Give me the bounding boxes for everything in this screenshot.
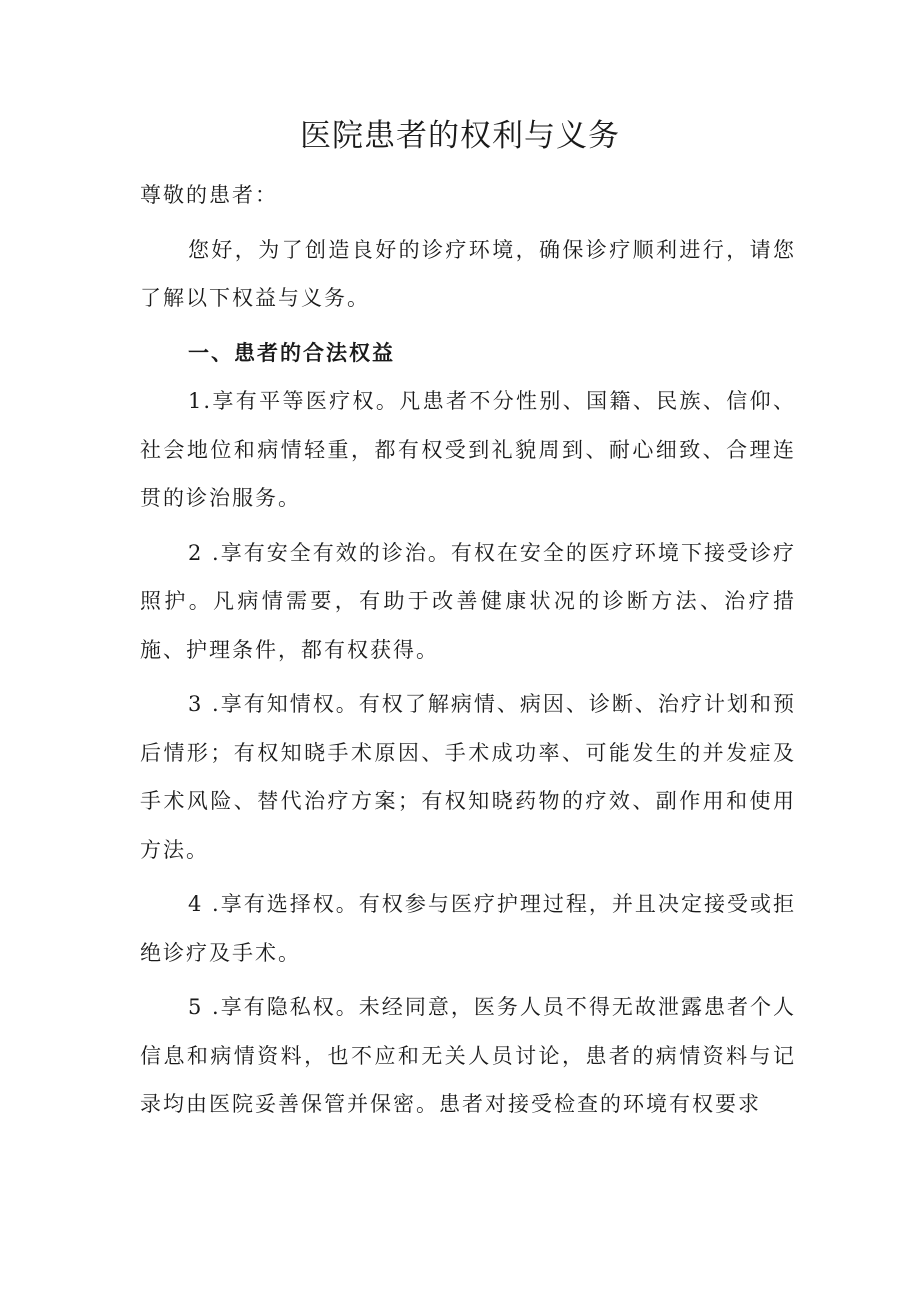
- rights-item-5: 5 .享有隐私权。未经同意，医务人员不得无故泄露患者个人信息和病情资料，也不应和无关人员讨论，患者的病情资料与记录均由医院妥善保管并保密。患者对接受检查的环境有权要求: [140, 995, 796, 1116]
- greeting: 尊敬的患者：: [140, 183, 278, 207]
- rights-item-3: 3 .享有知情权。有权了解病情、病因、诊断、治疗计划和预后情形；有权知晓手术原因、手术成功率、可能发生的并发症及手术风险、替代治疗方案；有权知晓药物的疗效、副作用和使用方法。: [140, 692, 796, 862]
- document-body: [140, 171, 796, 1129]
- document-title: 医院患者的权利与义务: [300, 118, 620, 154]
- intro-paragraph: 您好，为了创造良好的诊疗环境，确保诊疗顺利进行，请您了解以下权益与义务。: [140, 237, 796, 310]
- rights-item-2: 2 .享有安全有效的诊治。有权在安全的医疗环境下接受诊疗照护。凡病情需要，有助于改善健康状况的诊断方法、治疗措施、护理条件，都有权获得。: [140, 540, 796, 662]
- rights-item-1: 1.享有平等医疗权。凡患者不分性别、国籍、民族、信仰、社会地位和病情轻重，都有权受到礼貌周到、耐心细致、合理连贯的诊治服务。: [140, 389, 796, 510]
- rights-item-4: 4 .享有选择权。有权参与医疗护理过程，并且决定接受或拒绝诊疗及手术。: [140, 892, 796, 965]
- section-heading: 一、患者的合法权益: [188, 340, 395, 365]
